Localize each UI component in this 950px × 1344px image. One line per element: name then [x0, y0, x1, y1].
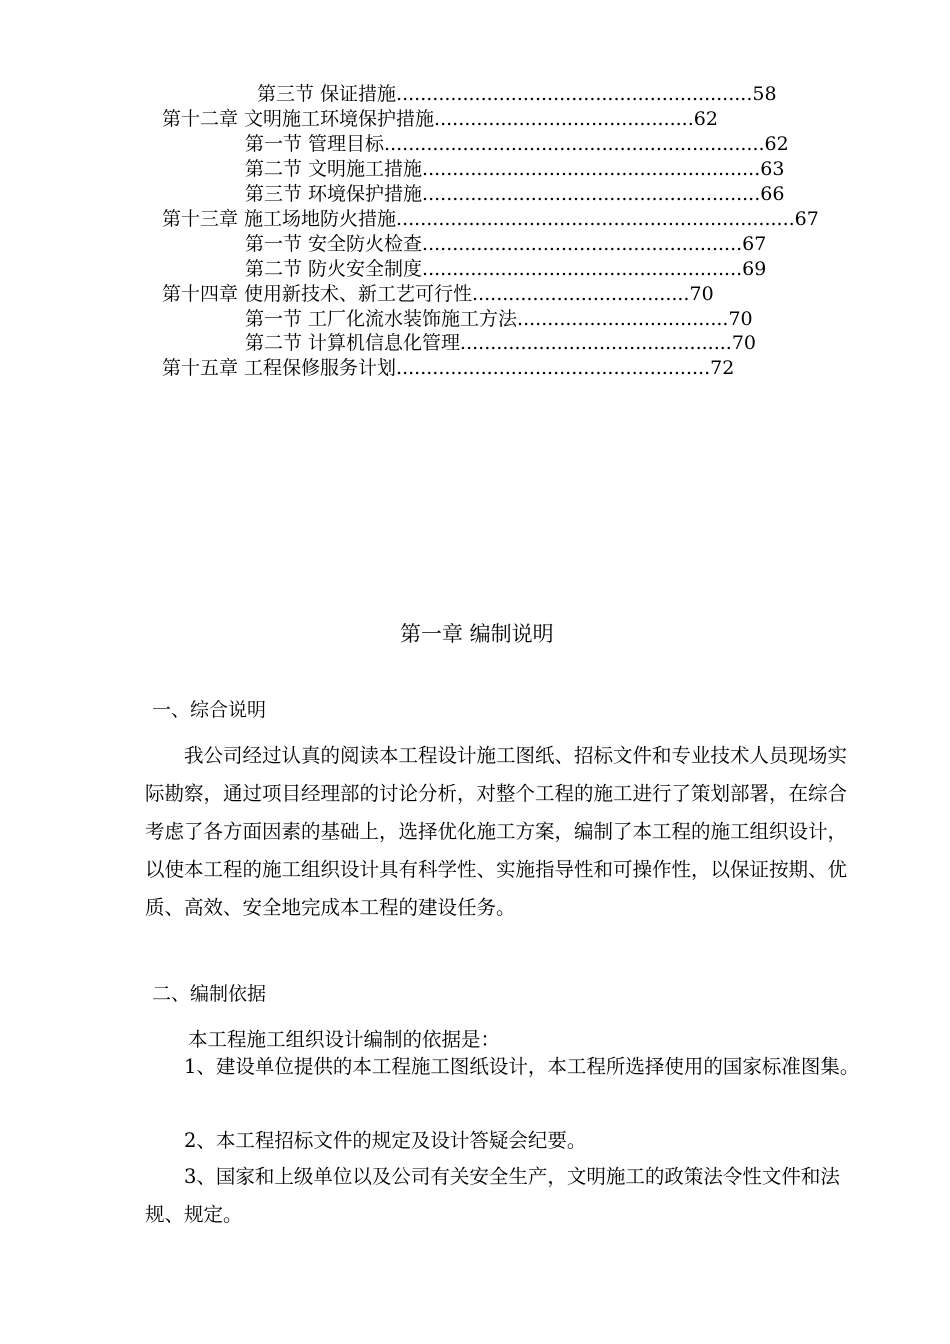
toc-page-number: 63: [760, 158, 785, 180]
toc-entry[interactable]: [245, 232, 766, 256]
toc-entry-title: 第二节 文明施工措施: [245, 158, 423, 180]
toc-page-number: 70: [728, 308, 753, 330]
toc-entry[interactable]: [245, 132, 789, 156]
toc-entry[interactable]: [245, 307, 753, 331]
toc-entry-title: 第二节 防火安全制度: [245, 258, 423, 280]
toc-entry[interactable]: [245, 331, 756, 355]
toc-leader-dots: ....................................................: [396, 357, 711, 379]
toc-page-number: 72: [710, 357, 735, 379]
toc-leader-dots: ...............................................................: [384, 133, 765, 155]
toc-entry[interactable]: [245, 257, 766, 281]
toc-leader-dots: .....................................................: [422, 258, 743, 280]
toc-entry[interactable]: [257, 82, 777, 106]
toc-page-number: 69: [742, 258, 767, 280]
basis-item: 1、建设单位提供的本工程施工图纸设计，本工程所选择使用的国家标准图集。: [184, 1055, 860, 1078]
toc-leader-dots: .............................................: [460, 332, 732, 354]
toc-leader-dots: ...........................................................: [396, 83, 753, 105]
toc-leader-dots: ........................................................: [422, 158, 761, 180]
section-title: 二、编制依据: [152, 983, 267, 1005]
toc-entry[interactable]: [162, 282, 714, 306]
toc-page-number: 67: [742, 233, 767, 255]
chapter-title: 第一章 编制说明: [400, 622, 554, 646]
toc-entry-title: 第十三章 施工场地防火措施: [162, 208, 397, 230]
toc-entry[interactable]: [162, 207, 819, 231]
toc-leader-dots: ..................................................................: [396, 208, 795, 230]
toc-entry-title: 第二节 计算机信息化管理: [245, 332, 461, 354]
toc-page-number: 66: [760, 183, 785, 205]
toc-leader-dots: .....................................................: [422, 233, 743, 255]
toc-entry-title: 第一节 安全防火检查: [245, 233, 423, 255]
toc-entry-title: 第三节 保证措施: [257, 83, 397, 105]
toc-entry[interactable]: [245, 157, 784, 181]
basis-item: 2、本工程招标文件的规定及设计答疑会纪要。: [184, 1129, 587, 1152]
toc-page-number: 58: [752, 83, 777, 105]
section-title: 一、综合说明: [152, 699, 267, 721]
toc-leader-dots: ....................................: [472, 283, 690, 305]
toc-page-number: 70: [689, 283, 714, 305]
section-paragraph: 我公司经过认真的阅读本工程设计施工图纸、招标文件和专业技术人员现场实际勘察，通过项目经理部的讨论分析，对整个工程的施工进行了策划部署，在综合考虑了各方面因素的基础上，选择优化施工方案，编制了本工程的施工组织设计，以使本工程的施工组织设计具有科学性、实施指导性和可操作性，以保证按期、优质、高效、安全地完成本工程的建设任务。: [145, 744, 848, 919]
toc-leader-dots: ........................................................: [422, 183, 761, 205]
toc-entry[interactable]: [162, 107, 718, 131]
section-intro: 本工程施工组织设计编制的依据是：: [188, 1028, 501, 1051]
toc-entry[interactable]: [245, 182, 784, 206]
toc-entry-title: 第三节 环境保护措施: [245, 183, 423, 205]
toc-page-number: 67: [794, 208, 819, 230]
toc-leader-dots: ...................................: [517, 308, 729, 330]
toc-page-number: 70: [731, 332, 757, 354]
toc-page-number: 62: [764, 133, 789, 155]
toc-entry-title: 第十二章 文明施工环境保护措施: [162, 108, 435, 130]
toc-entry-title: 第十五章 工程保修服务计划: [162, 357, 397, 379]
toc-entry-title: 第一节 管理目标: [245, 133, 385, 155]
basis-item: 3、国家和上级单位以及公司有关安全生产，文明施工的政策法令性文件和法规、规定。: [145, 1165, 840, 1226]
toc-entry-title: 第十四章 使用新技术、新工艺可行性: [162, 283, 473, 305]
toc-page-number: 62: [693, 108, 718, 130]
toc-entry[interactable]: [162, 356, 734, 380]
toc-leader-dots: ...........................................: [434, 108, 694, 130]
toc-entry-title: 第一节 工厂化流水装饰施工方法: [245, 308, 518, 330]
